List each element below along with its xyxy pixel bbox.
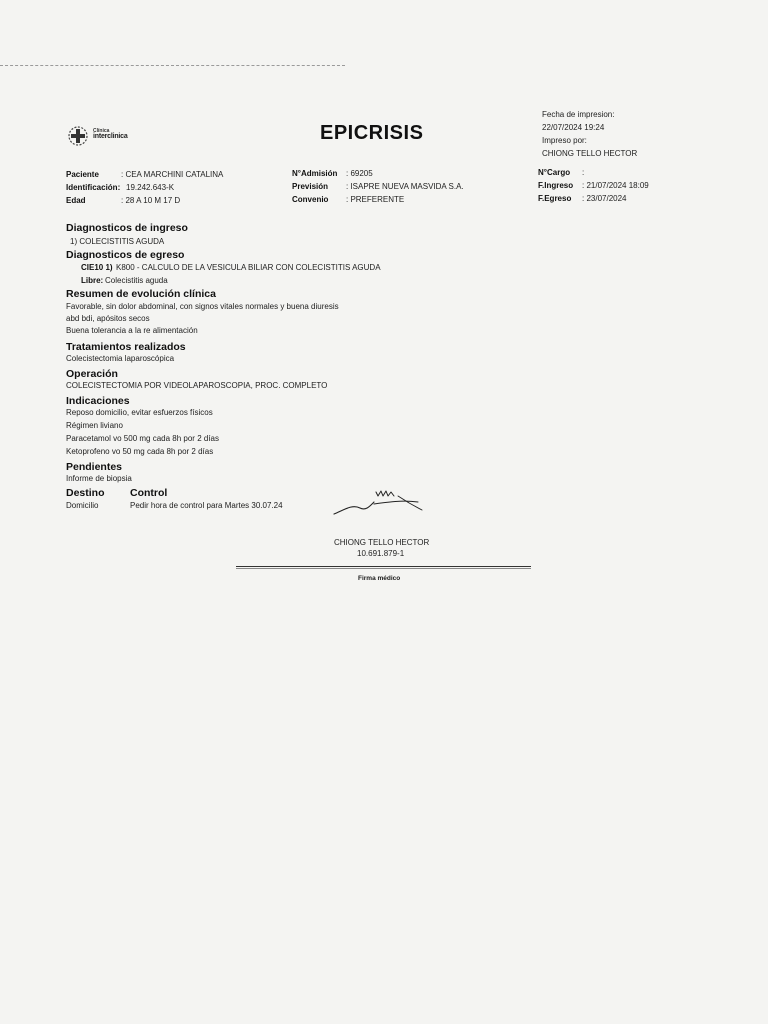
- cie10-value: K800 - CALCULO DE LA VESICULA BILIAR CON COLECISTITIS AGUDA: [116, 263, 381, 272]
- identification-label: Identificación:: [66, 183, 121, 192]
- discharge-date-label: F.Egreso: [538, 194, 572, 203]
- discharge-date-value: : 23/07/2024: [582, 194, 627, 203]
- instructions-line: Régimen liviano: [66, 421, 123, 430]
- clinic-logo: [66, 124, 146, 150]
- clinical-summary-line: Favorable, sin dolor abdominal, con signos vitales normales y buena diuresis: [66, 302, 339, 311]
- doctor-rut: 10.691.879-1: [357, 549, 405, 558]
- clinical-summary-line: Buena tolerancia a la re alimentación: [66, 326, 198, 335]
- clinical-summary-heading: Resumen de evolución clínica: [66, 288, 216, 300]
- clinical-summary-line: abd bdi, apósitos secos: [66, 314, 150, 323]
- admission-value: : 69205: [346, 169, 373, 178]
- logo-brand-top: Clínica: [93, 128, 110, 134]
- logo-brand: interclinica: [93, 133, 128, 140]
- treatments-heading: Tratamientos realizados: [66, 341, 186, 353]
- control-heading: Control: [130, 487, 168, 499]
- identification-value: 19.242.643-K: [126, 183, 175, 192]
- signature-line: [236, 566, 531, 567]
- admission-date-label: F.Ingreso: [538, 181, 574, 190]
- doctor-name: CHIONG TELLO HECTOR: [334, 538, 430, 547]
- free-text-value: Colecistitis aguda: [105, 276, 168, 285]
- pending-heading: Pendientes: [66, 461, 123, 473]
- signature-caption: Firma médico: [358, 575, 401, 582]
- charge-number-label: N°Cargo: [538, 168, 571, 177]
- discharge-diagnoses-heading: Diagnosticos de egreso: [66, 249, 185, 261]
- treatments-value: Colecistectomia laparoscópica: [66, 354, 175, 363]
- charge-number-value: :: [582, 168, 585, 177]
- printed-by-label: Impreso por:: [542, 136, 587, 145]
- cie10-label: CIE10 1): [81, 263, 113, 272]
- instructions-heading: Indicaciones: [66, 395, 130, 407]
- instructions-line: Reposo domicilio, evitar esfuerzos físicos: [66, 408, 213, 417]
- prevision-value: : ISAPRE NUEVA MASVIDA S.A.: [346, 182, 464, 191]
- handwritten-signature: [330, 484, 430, 520]
- signature-line-shadow: [236, 568, 531, 569]
- agreement-label: Convenio: [292, 195, 329, 204]
- scan-top-rule: [0, 65, 345, 66]
- clinic-logo-icon: [66, 124, 90, 148]
- print-date-value: 22/07/2024 19:24: [542, 123, 605, 132]
- prevision-label: Previsión: [292, 182, 329, 191]
- instructions-line: Paracetamol vo 500 mg cada 8h por 2 días: [66, 434, 219, 443]
- operation-value: COLECISTECTOMIA POR VIDEOLAPAROSCOPIA, PROC. COMPLETO: [66, 381, 328, 390]
- age-value: : 28 A 10 M 17 D: [121, 196, 181, 205]
- patient-value: : CEA MARCHINI CATALINA: [121, 170, 224, 179]
- age-label: Edad: [66, 196, 86, 205]
- destination-heading: Destino: [66, 487, 105, 499]
- agreement-value: : PREFERENTE: [346, 195, 405, 204]
- destination-value: Domicilio: [66, 501, 99, 510]
- control-value: Pedir hora de control para Martes 30.07.24: [130, 501, 283, 510]
- patient-label: Paciente: [66, 170, 99, 179]
- admission-label: N°Admisión: [292, 169, 338, 178]
- operation-heading: Operación: [66, 368, 118, 380]
- admission-date-value: : 21/07/2024 18:09: [582, 181, 649, 190]
- admission-diagnosis-item: 1) COLECISTITIS AGUDA: [70, 237, 165, 246]
- document-title: EPICRISIS: [320, 122, 424, 144]
- printed-by-value: CHIONG TELLO HECTOR: [542, 149, 638, 158]
- instructions-line: Ketoprofeno vo 50 mg cada 8h por 2 días: [66, 447, 214, 456]
- admission-diagnoses-heading: Diagnosticos de ingreso: [66, 222, 188, 234]
- pending-value: Informe de biopsia: [66, 474, 132, 483]
- free-text-label: Libre:: [81, 276, 104, 285]
- print-date-label: Fecha de impresion:: [542, 110, 615, 119]
